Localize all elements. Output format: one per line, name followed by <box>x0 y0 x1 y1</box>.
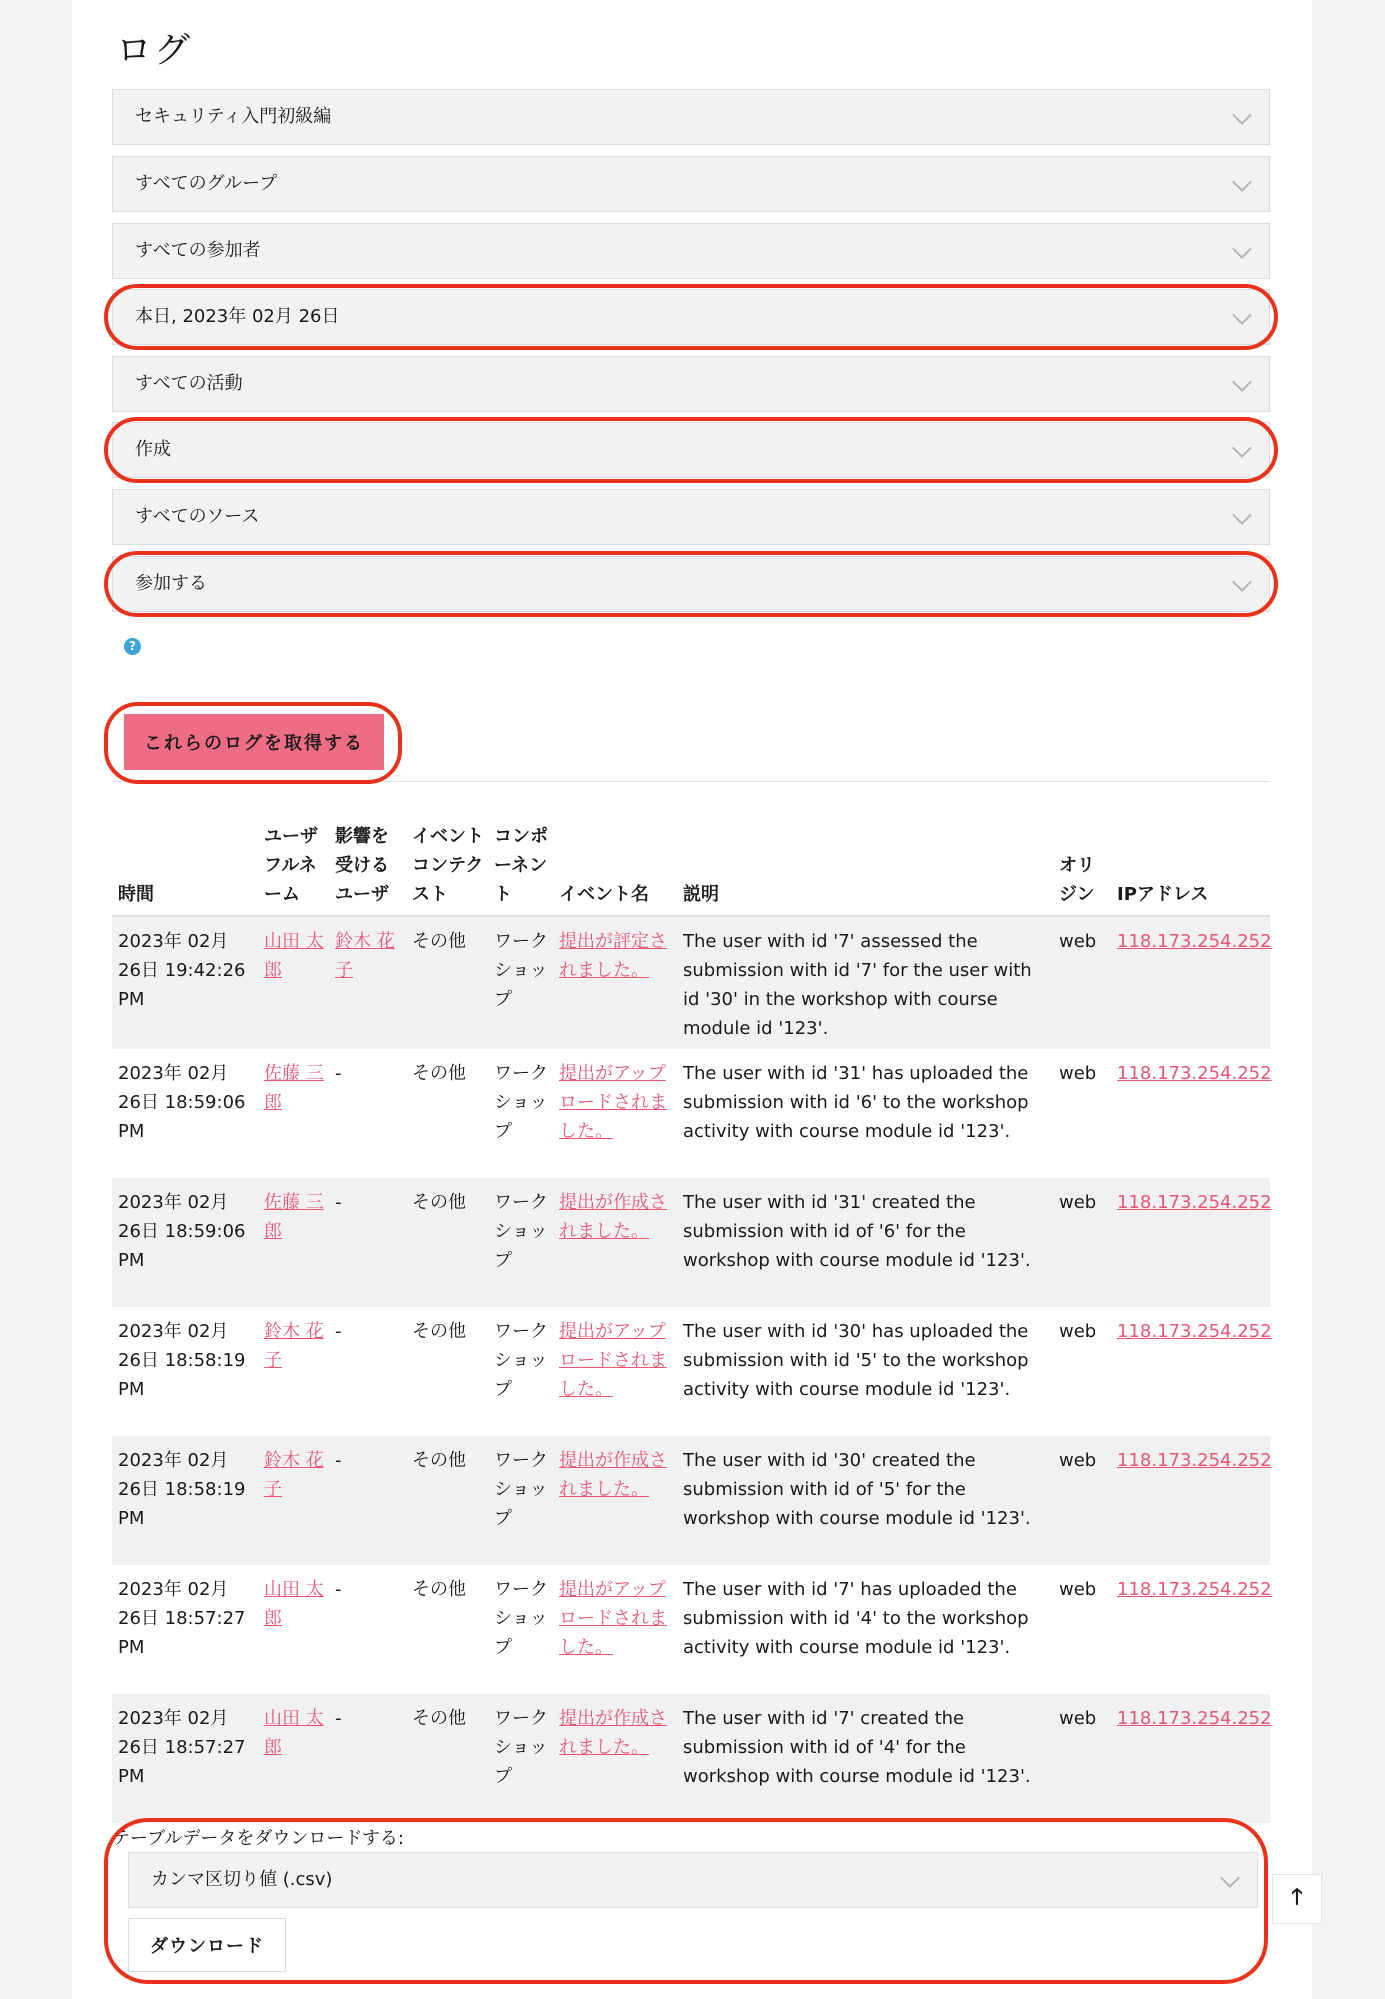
event-link[interactable]: 提出がアップロードされました。 <box>559 1579 667 1658</box>
cell-origin: web <box>1053 1178 1111 1307</box>
arrow-up-icon: 🡑 <box>1291 1885 1303 1910</box>
cell-affected-user: - <box>335 1321 342 1342</box>
cell-origin: web <box>1059 1579 1097 1600</box>
chevron-down-icon <box>1232 372 1252 392</box>
ip-link[interactable]: 118.173.254.252 <box>1117 931 1272 952</box>
page-title: ログ <box>116 30 193 71</box>
source-select[interactable] <box>112 489 1270 545</box>
date-select-value: 本日, 2023年 02月 26日 <box>135 306 340 327</box>
course-select[interactable] <box>112 89 1270 145</box>
cell-time: 2023年 02月 26日 18:59:06 PM <box>112 1178 258 1307</box>
event-link[interactable]: 提出が作成されました。 <box>559 1192 667 1242</box>
cell-time: 2023年 02月 26日 18:59:06 PM <box>118 1063 246 1142</box>
table-row <box>112 1178 1270 1307</box>
logs-table <box>112 788 1270 1823</box>
cell-origin: web <box>1059 1063 1097 1084</box>
col-header-component[interactable]: コンポーネント <box>488 788 553 916</box>
cell-event <box>553 916 677 1049</box>
table-row <box>112 1565 1270 1694</box>
edulevel-select[interactable] <box>112 556 1270 612</box>
cell-origin: web <box>1059 1321 1097 1342</box>
edulevel-select-value: 参加する <box>135 573 207 594</box>
col-header-time[interactable]: 時間 <box>112 788 258 916</box>
cell-ip <box>1111 1049 1270 1178</box>
cell-affected-user: - <box>335 1063 342 1084</box>
cell-user <box>258 916 329 1049</box>
cell-description: The user with id '7' created the submission with id of '4' for the workshop with course module id '123'. <box>677 1694 1053 1823</box>
chevron-down-icon <box>1232 239 1252 259</box>
cell-component: ワークショップ <box>494 1321 548 1400</box>
participant-select-value: すべての参加者 <box>135 240 261 261</box>
cell-description: The user with id '31' created the submission with id of '6' for the workshop with course module id '123'. <box>677 1178 1053 1307</box>
cell-affected-user <box>329 916 406 1049</box>
cell-user <box>258 1049 329 1178</box>
action-select[interactable] <box>112 422 1270 478</box>
col-header-description[interactable]: 説明 <box>677 788 1053 916</box>
cell-description: The user with id '30' has uploaded the submission with id '5' to the workshop activity with course module id '123'. <box>683 1321 1029 1400</box>
get-logs-button[interactable]: これらのログを取得する <box>124 714 384 770</box>
participant-select[interactable] <box>112 223 1270 279</box>
cell-event <box>553 1436 677 1565</box>
cell-user <box>258 1178 329 1307</box>
cell-affected-user: - <box>329 1436 406 1565</box>
cell-component: ワークショップ <box>488 916 553 1049</box>
action-select-value: 作成 <box>135 439 171 460</box>
cell-context: その他 <box>412 1063 466 1084</box>
ip-link[interactable]: 118.173.254.252 <box>1117 1450 1272 1471</box>
user-link[interactable]: 山田 太郎 <box>264 1579 324 1629</box>
group-select[interactable] <box>112 156 1270 212</box>
cell-event <box>553 1049 677 1178</box>
cell-user <box>258 1565 329 1694</box>
affected-user-link[interactable]: 鈴木 花子 <box>335 931 395 981</box>
help-icon[interactable]: ? <box>124 638 141 655</box>
download-format-select[interactable] <box>128 1852 1258 1908</box>
source-select-value: すべてのソース <box>135 506 260 527</box>
download-label: テーブルデータをダウンロードする: <box>112 1828 404 1849</box>
cell-affected-user: - <box>329 1178 406 1307</box>
ip-link[interactable]: 118.173.254.252 <box>1117 1192 1272 1213</box>
cell-component: ワークショップ <box>488 1436 553 1565</box>
cell-description: The user with id '30' created the submission with id of '5' for the workshop with course module id '123'. <box>677 1436 1053 1565</box>
cell-time: 2023年 02月 26日 18:58:19 PM <box>118 1321 246 1400</box>
cell-event <box>553 1694 677 1823</box>
activity-select-value: すべての活動 <box>135 373 243 394</box>
cell-component: ワークショップ <box>494 1579 548 1658</box>
cell-origin: web <box>1053 1436 1111 1565</box>
event-link[interactable]: 提出が作成されました。 <box>559 1450 667 1500</box>
col-header-affected-user[interactable]: 影響を受けるユーザ <box>329 788 406 916</box>
chevron-down-icon <box>1232 172 1252 192</box>
cell-ip <box>1111 1307 1270 1436</box>
chevron-down-icon <box>1232 572 1252 592</box>
cell-ip <box>1111 1436 1270 1565</box>
divider <box>112 781 1270 782</box>
col-header-context[interactable]: イベントコンテクスト <box>406 788 488 916</box>
table-row <box>112 1436 1270 1565</box>
cell-context: その他 <box>412 1579 466 1600</box>
event-link[interactable]: 提出が評定されました。 <box>559 931 667 981</box>
cell-ip <box>1111 1694 1270 1823</box>
ip-link[interactable]: 118.173.254.252 <box>1117 1579 1272 1600</box>
chevron-down-icon <box>1232 505 1252 525</box>
chevron-down-icon <box>1232 305 1252 325</box>
cell-affected-user: - <box>329 1694 406 1823</box>
activity-select[interactable] <box>112 356 1270 412</box>
cell-context: その他 <box>406 1436 488 1565</box>
event-link[interactable]: 提出がアップロードされました。 <box>559 1063 667 1142</box>
ip-link[interactable]: 118.173.254.252 <box>1117 1708 1272 1729</box>
cell-user <box>258 1436 329 1565</box>
ip-link[interactable]: 118.173.254.252 <box>1117 1321 1272 1342</box>
user-link[interactable]: 佐藤 三郎 <box>264 1192 324 1242</box>
table-row <box>112 1307 1270 1436</box>
user-link[interactable]: 鈴木 花子 <box>264 1450 324 1500</box>
cell-description: The user with id '31' has uploaded the submission with id '6' to the workshop activity with course module id '123'. <box>683 1063 1029 1142</box>
user-link[interactable]: 佐藤 三郎 <box>264 1063 324 1113</box>
cell-origin: web <box>1053 1694 1111 1823</box>
user-link[interactable]: 鈴木 花子 <box>264 1321 324 1371</box>
cell-ip <box>1111 916 1270 1049</box>
cell-event <box>553 1178 677 1307</box>
cell-time: 2023年 02月 26日 18:58:19 PM <box>112 1436 258 1565</box>
download-format-value: カンマ区切り値 (.csv) <box>151 1869 333 1890</box>
cell-description: The user with id '7' has uploaded the submission with id '4' to the workshop activity with course module id '123'. <box>683 1579 1029 1658</box>
table-row <box>112 1049 1270 1178</box>
cell-context: その他 <box>406 916 488 1049</box>
cell-ip <box>1111 1178 1270 1307</box>
chevron-down-icon <box>1232 438 1252 458</box>
user-link[interactable]: 山田 太郎 <box>264 931 324 981</box>
table-header-row <box>112 788 1270 916</box>
cell-context: その他 <box>406 1694 488 1823</box>
cell-time: 2023年 02月 26日 19:42:26 PM <box>112 916 258 1049</box>
event-link[interactable]: 提出が作成されました。 <box>559 1708 667 1758</box>
chevron-down-icon <box>1232 105 1252 125</box>
col-header-ip[interactable]: IPアドレス <box>1111 788 1270 916</box>
cell-time: 2023年 02月 26日 18:57:27 PM <box>118 1579 246 1658</box>
date-select[interactable] <box>112 289 1270 345</box>
cell-user <box>258 1694 329 1823</box>
cell-event <box>553 1307 677 1436</box>
main-panel <box>72 0 1312 1999</box>
ip-link[interactable]: 118.173.254.252 <box>1117 1063 1272 1084</box>
table-row <box>112 916 1270 1049</box>
cell-origin: web <box>1053 916 1111 1049</box>
col-header-event[interactable]: イベント名 <box>553 788 677 916</box>
table-row <box>112 1694 1270 1823</box>
cell-component: ワークショップ <box>488 1694 553 1823</box>
cell-ip <box>1111 1565 1270 1694</box>
event-link[interactable]: 提出がアップロードされました。 <box>559 1321 667 1400</box>
back-to-top-button[interactable] <box>1272 1874 1322 1924</box>
chevron-down-icon <box>1220 1868 1240 1888</box>
cell-context: その他 <box>406 1178 488 1307</box>
col-header-origin[interactable]: オリジン <box>1053 788 1111 916</box>
cell-component: ワークショップ <box>494 1063 548 1142</box>
cell-description: The user with id '7' assessed the submission with id '7' for the user with id '30' in the workshop with course module id '123'. <box>677 916 1053 1049</box>
cell-time: 2023年 02月 26日 18:57:27 PM <box>112 1694 258 1823</box>
cell-component: ワークショップ <box>488 1178 553 1307</box>
cell-affected-user: - <box>335 1579 342 1600</box>
course-select-value: セキュリティ入門初級編 <box>135 106 332 127</box>
download-button[interactable]: ダウンロード <box>128 1918 286 1972</box>
cell-user <box>258 1307 329 1436</box>
cell-context: その他 <box>412 1321 466 1342</box>
group-select-value: すべてのグループ <box>135 173 278 194</box>
cell-event <box>553 1565 677 1694</box>
col-header-user[interactable]: ユーザフルネーム <box>258 788 329 916</box>
user-link[interactable]: 山田 太郎 <box>264 1708 324 1758</box>
